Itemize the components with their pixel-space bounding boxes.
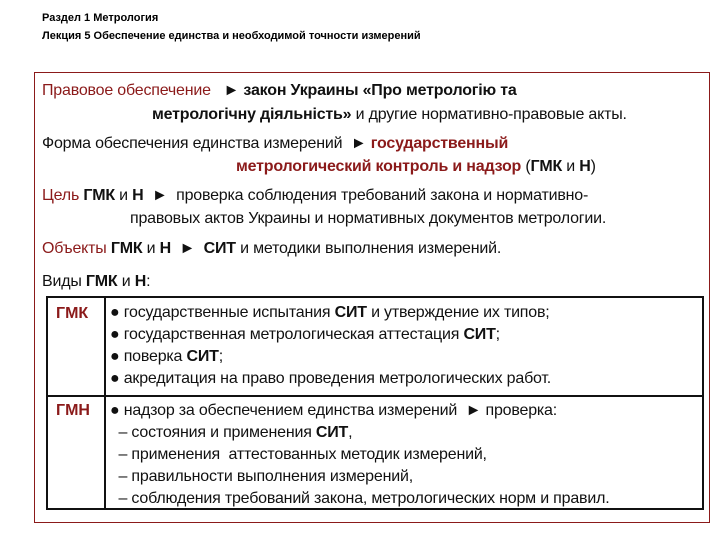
control-types-table [46, 296, 704, 510]
gmk-list-item [110, 326, 500, 344]
gmk-list-item [110, 348, 223, 366]
text-run: и [114, 187, 133, 204]
gmn-label: ГМН [56, 402, 90, 419]
text-run: Н [159, 240, 172, 257]
column-divider [104, 298, 106, 508]
text-run: и [142, 240, 160, 257]
text-run: метрологический контроль и надзор [236, 158, 522, 175]
gmk-list-item [110, 304, 550, 322]
line [42, 135, 508, 153]
line [42, 82, 517, 100]
text-run: ГМК [85, 273, 118, 290]
lecture-title: Лекция 5 Обеспечение единства и необходимой точности измерений [42, 30, 421, 42]
text-run: ► проверка соблюдения требований закона и нормативно- [143, 187, 589, 204]
text-run: ► закон Украины «Про метрологію та [223, 82, 517, 99]
text-run: : [146, 273, 151, 290]
row-divider [48, 395, 702, 397]
text-run: ► [171, 240, 204, 257]
gmn-list-item [110, 424, 352, 442]
text-run: СИТ [203, 240, 236, 257]
text-run: ; [495, 326, 500, 343]
text-run: и другие нормативно-правовые акты. [351, 106, 627, 123]
gmn-list-item [110, 490, 609, 508]
text-run: государственный [370, 135, 509, 152]
text-run: и [562, 158, 580, 175]
text-run: СИТ [463, 326, 496, 343]
text-run: Форма обеспечения единства измерений ► [42, 135, 371, 152]
gmk-list-item [110, 370, 551, 388]
gmn-list-item [110, 402, 557, 420]
line [42, 187, 588, 205]
text-run: – правильности выполнения измерений, [110, 468, 413, 485]
gmn-list-item [110, 468, 413, 486]
text-run: ГМК [110, 240, 143, 257]
text-run: Объекты [42, 240, 111, 257]
text-run: – состояния и применения [110, 424, 316, 441]
text-run: СИТ [315, 424, 349, 441]
text-run: правовых актов Украины и нормативных документов метрологии. [130, 210, 607, 227]
text-run: ; [218, 348, 223, 365]
line [236, 158, 596, 176]
line [130, 210, 606, 228]
text-run: , [348, 424, 353, 441]
text-run: и утверждение их типов; [366, 304, 550, 321]
text-run: Цель [42, 187, 84, 204]
text-run: ● государственная метрологическая аттестация [110, 326, 464, 343]
text-run: СИТ [186, 348, 219, 365]
text-run: ГМК [83, 187, 115, 204]
text-run: Н [579, 158, 591, 175]
line [42, 273, 150, 291]
text-run: ● государственные испытания [110, 304, 335, 321]
gmk-label: ГМК [56, 305, 89, 322]
text-run: – соблюдения требований закона, метрологических норм и правил. [110, 490, 610, 507]
text-run: Н [134, 273, 147, 290]
text-run: ГМК [530, 158, 563, 175]
text-run: ● акредитация на право проведения метрологических работ. [110, 370, 551, 387]
text-run: ( [521, 158, 531, 175]
text-run: СИТ [334, 304, 367, 321]
gmn-list-item [110, 446, 487, 464]
section-title: Раздел 1 Метрология [42, 12, 159, 24]
text-run: ● надзор за обеспечением единства измерений ► проверка: [110, 402, 557, 419]
text-run: Н [132, 187, 144, 204]
line [152, 106, 627, 124]
text-run: Виды [42, 273, 86, 290]
line [42, 240, 501, 258]
text-run: ● поверка [110, 348, 187, 365]
text-run: метрологічну діяльність» [152, 106, 352, 123]
text-run: Правовое обеспечение [42, 82, 224, 99]
text-run: – применения аттестованных методик измерений, [110, 446, 487, 463]
text-run: и [117, 273, 135, 290]
text-run: и методики выполнения измерений. [235, 240, 502, 257]
text-run: ) [590, 158, 596, 175]
